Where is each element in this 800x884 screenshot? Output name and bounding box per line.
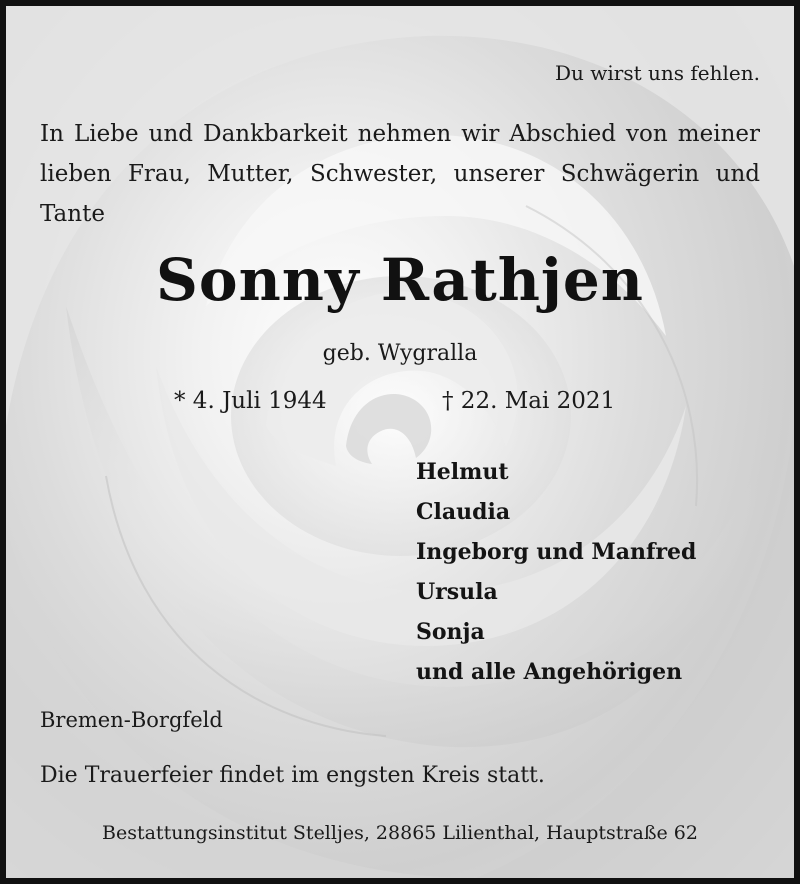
mourner-name: Ursula xyxy=(416,579,498,605)
undertaker-text: Bestattungsinstitut Stelljes, 28865 Lilienthal, Hauptstraße 62 xyxy=(102,822,698,844)
intro-text: In Liebe und Dankbarkeit nehmen wir Abschied von meiner lieben Frau, Mutter, Schwester, unserer Schwägerin und Tante xyxy=(40,121,760,227)
mourner-name: Ingeborg und Manfred xyxy=(416,539,697,565)
mourner-name: Helmut xyxy=(416,459,509,485)
mourner-name: Sonja xyxy=(416,619,485,645)
mourners-list xyxy=(416,452,696,692)
place-text: Bremen-Borgfeld xyxy=(40,708,223,732)
ceremony-text: Die Trauerfeier findet im engsten Kreis statt. xyxy=(40,763,545,788)
birth-date: * 4. Juli 1944 xyxy=(174,388,327,414)
mourner-name: Claudia xyxy=(416,499,511,525)
mourner-name: und alle Angehörigen xyxy=(416,659,683,685)
death-date: † 22. Mai 2021 xyxy=(442,388,616,414)
birth-name: geb. Wygralla xyxy=(322,341,478,366)
motto-text: Du wirst uns fehlen. xyxy=(555,61,760,85)
deceased-name: Sonny Rathjen xyxy=(156,246,644,314)
